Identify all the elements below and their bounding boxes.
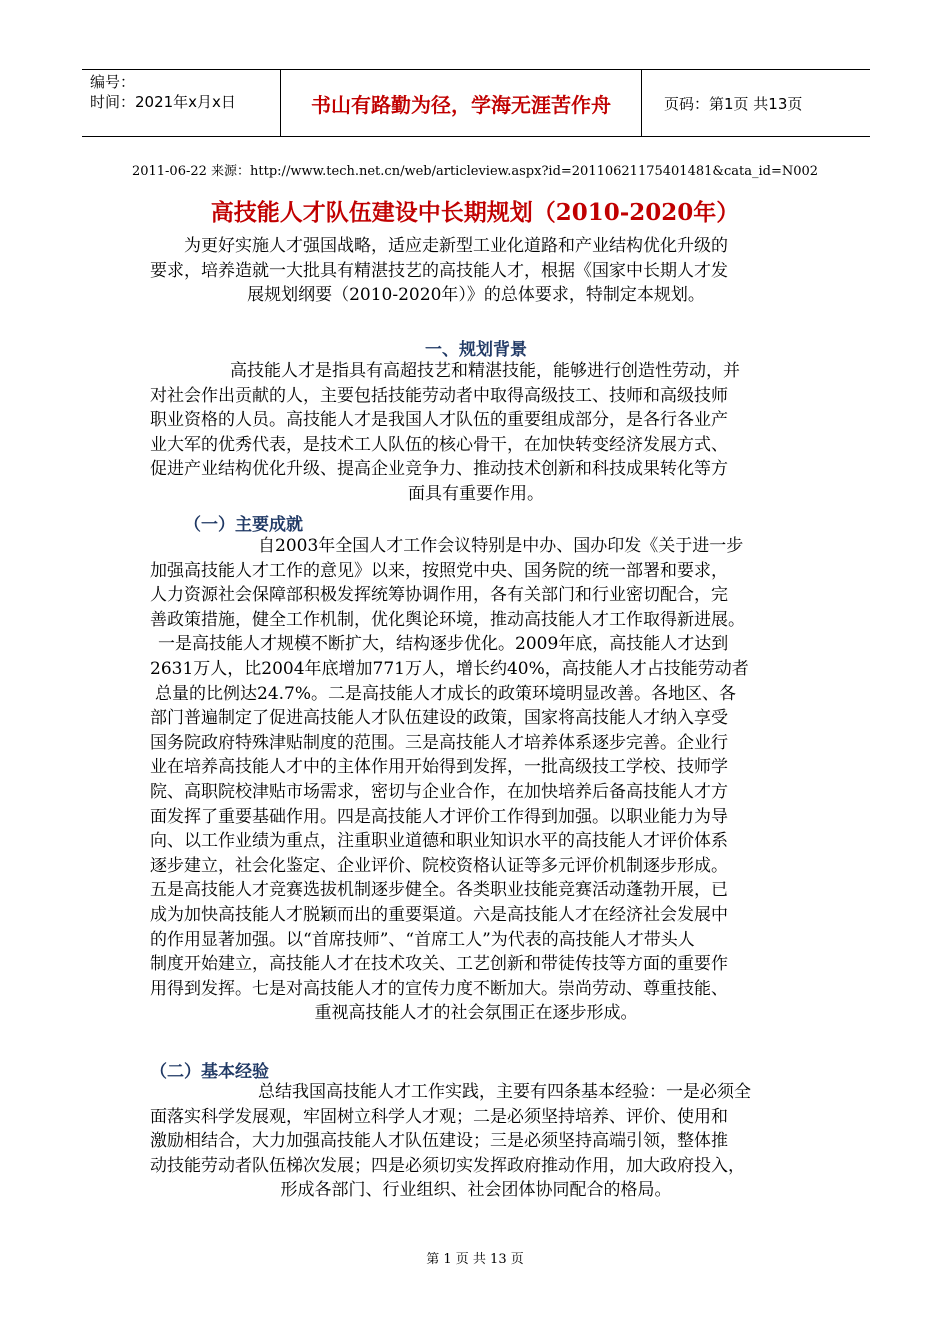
text-line: 总量的比例达24.7%。二是高技能人才成长的政策环境明显改善。各地区、各 — [155, 683, 737, 704]
text-line: 用得到发挥。七是对高技能人才的宣传力度不断加大。崇尚劳动、尊重技能、 — [150, 978, 728, 999]
text-line: 人力资源社会保障部积极发挥统筹协调作用，各有关部门和行业密切配合，完 — [150, 585, 728, 606]
text-line: 要求，培养造就一大批具有精湛技艺的高技能人才，根据《国家中长期人才发 — [150, 260, 728, 281]
experience-paragraph — [150, 1080, 802, 1203]
doc-code-label: 编号： — [90, 73, 136, 91]
header-meta — [90, 72, 236, 112]
text-line: 2631万人，比2004年底增加771万人，增长约40%，高技能人才占技能劳动者 — [150, 658, 749, 679]
text-line: 面发挥了重要基础作用。四是高技能人才评价工作得到加强。以职业能力为导 — [150, 806, 728, 827]
doc-time-label: 时间：2021年x月x日 — [90, 93, 236, 111]
text-line: 形成各部门、行业组织、社会团体协同配合的格局。 — [280, 1180, 672, 1201]
text-line: 逐步建立，社会化鉴定、企业评价、院校资格认证等多元评价机制逐步形成。 — [150, 855, 728, 876]
text-line: 总结我国高技能人才工作实践，主要有四条基本经验：一是必须全 — [258, 1082, 751, 1102]
text-line: 自2003年全国人才工作会议特别是中办、国办印发《关于进一步 — [258, 536, 744, 556]
text-line: 一是高技能人才规模不断扩大，结构逐步优化。2009年底，高技能人才达到 — [158, 634, 729, 655]
text-line: 重视高技能人才的社会氛围正在逐步形成。 — [314, 1003, 638, 1024]
text-line: 为更好实施人才强国战略，适应走新型工业化道路和产业结构优化升级的 — [184, 236, 728, 256]
text-line: 业大军的优秀代表，是技术工人队伍的核心骨干，在加快转变经济发展方式、 — [150, 434, 728, 455]
text-line: 促进产业结构优化升级、提高企业竞争力、推动技术创新和科技成果转化等方 — [150, 459, 728, 480]
intro-paragraph — [150, 234, 802, 308]
text-line: 国务院政府特殊津贴制度的范围。三是高技能人才培养体系逐步完善。企业行 — [150, 732, 728, 753]
achievements-paragraph — [150, 534, 802, 1026]
text-line: 面具有重要作用。 — [408, 483, 544, 504]
source-line: 2011-06-22 来源：http://www.tech.net.cn/web/articleview.aspx?id=20110621175401481&cata_id=N002 — [131, 164, 819, 179]
text-line: 制度开始建立，高技能人才在技术攻关、工艺创新和带徒传技等方面的重要作 — [150, 954, 728, 975]
text-line: 善政策措施，健全工作机制，优化舆论环境，推动高技能人才工作取得新进展。 — [150, 609, 745, 630]
section-heading: 一、规划背景 — [425, 340, 527, 360]
header-page-info: 页码：第1页 共13页 — [664, 94, 803, 113]
subsection-heading-achievements: （一）主要成就 — [184, 515, 303, 535]
text-line: 五是高技能人才竞赛选拔机制逐步健全。各类职业技能竞赛活动蓬勃开展，已 — [150, 880, 728, 901]
text-line: 业在培养高技能人才中的主体作用开始得到发挥，一批高级技工学校、技师学 — [150, 757, 728, 778]
text-line: 高技能人才是指具有高超技艺和精湛技能，能够进行创造性劳动，并 — [230, 361, 740, 381]
text-line: 加强高技能人才工作的意见》以来，按照党中央、国务院的统一部署和要求， — [150, 560, 728, 581]
page-header — [82, 69, 870, 137]
text-line: 激励相结合，大力加强高技能人才队伍建设；三是必须坚持高端引领，整体推 — [150, 1131, 728, 1152]
text-line: 的作用显著加强。以“首席技师”、“首席工人”为代表的高技能人才带头人 — [150, 929, 695, 950]
text-line: 院、高职院校津贴市场需求，密切与企业合作，在加快培养后备高技能人才方 — [150, 781, 728, 802]
page-footer: 第 1 页 共 13 页 — [426, 1252, 524, 1267]
text-line: 对社会作出贡献的人，主要包括技能劳动者中取得高级技工、技师和高级技师 — [150, 385, 728, 406]
text-line: 展规划纲要（2010-2020年）》的总体要求，特制定本规划。 — [247, 285, 705, 306]
subsection-heading-experience: （二）基本经验 — [150, 1062, 269, 1082]
text-line: 成为加快高技能人才脱颖而出的重要渠道。六是高技能人才在经济社会发展中 — [150, 904, 728, 925]
document-title: 高技能人才队伍建设中长期规划（2010-2020年） — [210, 199, 740, 226]
background-paragraph — [150, 359, 802, 507]
header-slogan: 书山有路勤为径，学海无涯苦作舟 — [280, 70, 642, 136]
text-line: 部门普遍制定了促进高技能人才队伍建设的政策，国家将高技能人才纳入享受 — [150, 708, 728, 729]
text-line: 面落实科学发展观，牢固树立科学人才观；二是必须坚持培养、评价、使用和 — [150, 1106, 728, 1127]
text-line: 职业资格的人员。高技能人才是我国人才队伍的重要组成部分，是各行各业产 — [150, 410, 728, 431]
text-line: 动技能劳动者队伍梯次发展；四是必须切实发挥政府推动作用，加大政府投入， — [150, 1155, 745, 1176]
text-line: 向、以工作业绩为重点，注重职业道德和职业知识水平的高技能人才评价体系 — [150, 831, 728, 852]
